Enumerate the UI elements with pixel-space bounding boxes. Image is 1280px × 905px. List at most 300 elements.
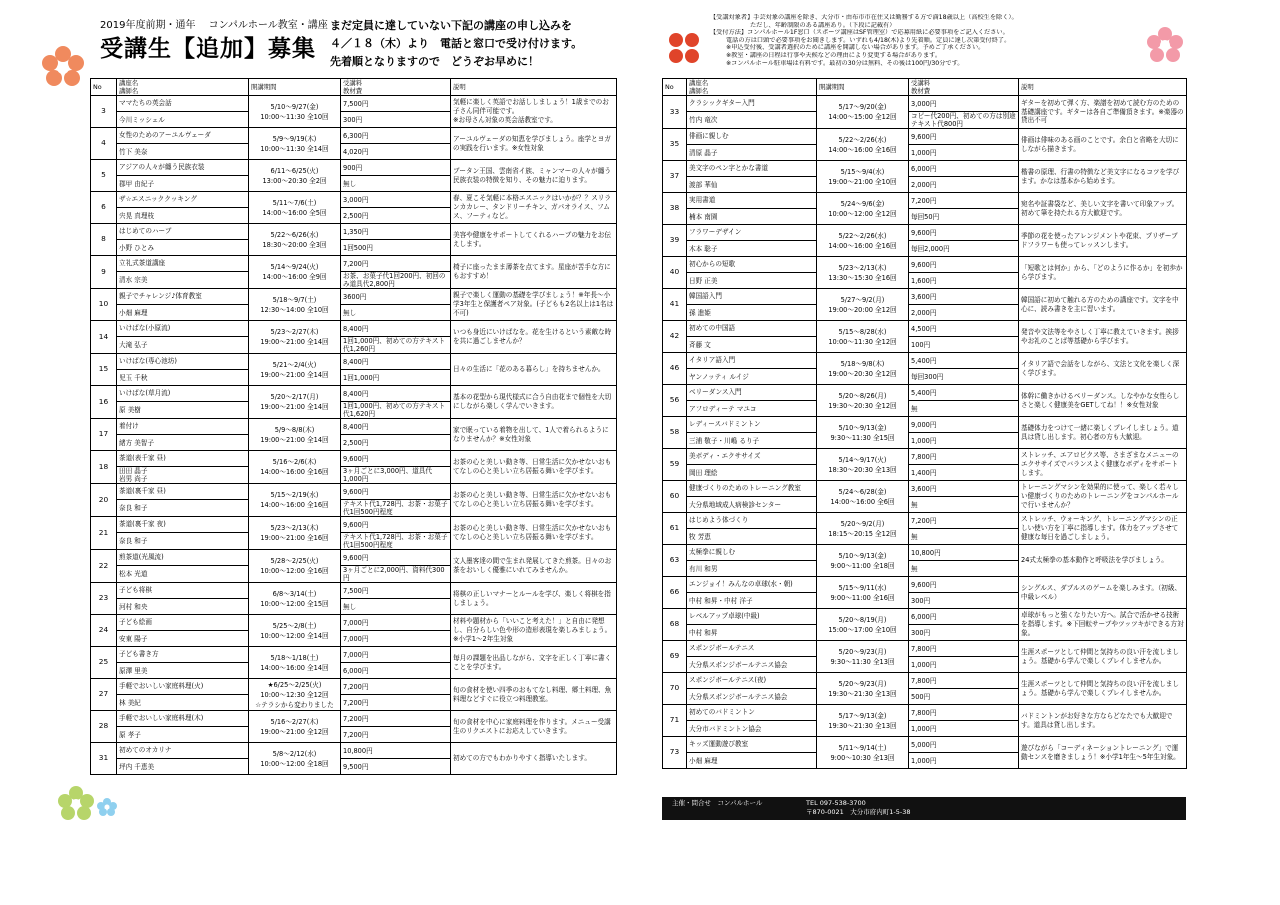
course-teacher: 緒方 美智子 [117,435,249,451]
course-teacher: 大分市バドミントン協会 [687,721,817,737]
course-fee: 10,800円 [341,743,451,759]
course-name: 美文字のペン字とかな書道 [687,161,817,177]
course-name: 初めての中国語 [687,321,817,337]
course-number: 38 [663,193,687,225]
course-teacher: 松本 光道 [117,566,249,583]
course-number: 14 [91,321,117,354]
course-fee: 7,000円 [341,615,451,631]
table-row [663,481,1187,497]
course-name: レベルアップ卓球(中級) [687,609,817,625]
course-description: 旬の食材を中心に家庭料理を作ります。メニュー受講生のリクエストにお応えしていきます。 [451,711,617,743]
course-name: ベリーダンス入門 [687,385,817,401]
flower-orange-icon [40,45,86,89]
col-no: No [663,79,687,96]
course-material-fee: 毎回300円 [909,369,1019,385]
course-period: 5/10～9/27(金) 10:00～11:30 全10回 [249,96,341,128]
course-name: スポンジボールテニス [687,641,817,657]
course-period: 5/28～2/25(火) 10:00～12:00 全16回 [249,550,341,583]
table-row [91,160,617,176]
table-row [663,161,1187,177]
course-material-fee: 7,200円 [341,727,451,743]
course-material-fee: 無し [341,176,451,192]
course-description: シングルス、ダブルスのゲームを楽しみます。（初級、中級レベル） [1019,577,1187,609]
course-material-fee: 無 [909,497,1019,513]
course-fee: 8,400円 [341,386,451,402]
course-number: 24 [91,615,117,647]
course-description: 初めての方でもわかりやすく指導いたします。 [451,743,617,775]
table-row [663,417,1187,433]
course-period: 5/20～9/2(月) 18:15～20:15 全12回 [817,513,909,545]
course-fee: 7,500円 [341,96,451,112]
course-teacher: 安東 陽子 [117,631,249,647]
course-name: エンジョイ！みんなの卓球(水・朝) [687,577,817,593]
course-teacher: 中村 和昇 [687,625,817,641]
course-fee: 10,800円 [909,545,1019,561]
course-name: 茶道(表千家 昼) [117,451,249,467]
course-fee: 3,600円 [909,289,1019,305]
course-fee: 8,400円 [341,419,451,435]
course-teacher: 大分県スポンジボールテニス協会 [687,689,817,705]
course-number: 42 [663,321,687,353]
course-number: 60 [663,481,687,513]
course-fee: 9,600円 [909,577,1019,593]
footer-label: 主催・問合せ コンパルホール [672,799,763,807]
course-period: 5/20～8/19(月) 15:00～17:00 全10回 [817,609,909,641]
course-description: ストレッチ、エアロビクス等、さまざまなメニューのエクササイズでバランスよく健康なボディをサポートします。 [1019,449,1187,481]
course-description: 文人墨客達の間で生まれ発展してきた煎茶。日々のお茶をおいしく優雅にいれてみませんか。 [451,550,617,583]
course-description: お茶の心と美しい動き等、日常生活に欠かせないおもてなしの心と美しい立ち居振る舞いを学びます。 [451,517,617,550]
col-period: 開講期間 [817,79,909,96]
course-description: 体幹に働きかけるベリーダンス。しなやかな女性らしさと楽しく健康美をGETしてね！！※女性対象 [1019,385,1187,417]
course-fee: 5,400円 [909,385,1019,401]
table-row [663,321,1187,337]
course-name: 初めてのバドミントン [687,705,817,721]
course-material-fee: 1回1,000円、初めての方テキスト代1,620円 [341,402,451,419]
course-material-fee: 7,200円 [341,695,451,711]
course-fee: 9,600円 [341,484,451,500]
course-name: レディースバドミントン [687,417,817,433]
course-material-fee: 2,500円 [341,208,451,224]
course-period: 5/20～9/23(月) 19:30～21:30 全13回 [817,673,909,705]
course-number: 9 [91,256,117,289]
course-fee: 8,400円 [341,354,451,370]
col-name: 講座名 講師名 [117,79,249,96]
course-period: 5/22～6/26(水) 18:30～20:00 全3回 [249,224,341,256]
info-line: ※コンパルホール駐車場は有料です。最初の30分は無料、その後は100円/30分です。 [726,59,964,67]
course-number: 37 [663,161,687,193]
info-line: 【受講対象者】手芸対象の講座を除き、大分市・由布市市在住又は勤務する方で満18歳以上（高校生を除く）。 [710,14,1018,21]
course-material-fee: 100円 [909,337,1019,353]
course-number: 68 [663,609,687,641]
course-period: 5/27～9/2(月) 19:00～20:00 全12回 [817,289,909,321]
course-description: ギターを初めて弾く方、楽譜を初めて読む方のための基礎講座です。ギターは各自ご準備頂きます。※楽器の貸出不可 [1019,96,1187,129]
course-description: 基礎体力をつけて一緒に楽しくプレイしましょう。道具は貸し出します。初心者の方も大歓迎。 [1019,417,1187,449]
table-row [91,451,617,467]
course-teacher: 坪内 千恵美 [117,759,249,775]
course-period: 5/11～9/14(土) 9:00～10:30 全13回 [817,737,909,769]
course-description: バドミントンがお好きな方ならどなたでも大歓迎です。道具は貸し出します。 [1019,705,1187,737]
course-teacher: アフロディーテ マユコ [687,401,817,417]
course-teacher: 清原 晶子 [687,145,817,161]
table-row [91,192,617,208]
table-header-row [663,79,1187,96]
course-name: はじめてのハーブ [117,224,249,240]
course-fee: 9,600円 [341,550,451,566]
course-fee: 7,000円 [341,647,451,663]
course-name: 手軽でおいしい家庭料理(木) [117,711,249,727]
course-material-fee: 7,000円 [341,631,451,647]
table-row [91,647,617,663]
course-period: 5/17～9/13(金) 19:30～21:30 全13回 [817,705,909,737]
course-material-fee: 300円 [909,593,1019,609]
course-name: イタリア語入門 [687,353,817,369]
flower-blue-icon [96,797,118,817]
course-name: 立礼式茶道講座 [117,256,249,272]
course-table-right [662,78,1187,769]
course-name: いけばな(小原流) [117,321,249,337]
footer-tel: TEL 097-538-3700 [806,799,866,807]
course-number: 73 [663,737,687,769]
course-description: 美容や健康をサポートしてくれるハーブの魅力をお伝えします。 [451,224,617,256]
course-teacher: 奈良 和子 [117,500,249,517]
course-fee: 3,000円 [909,96,1019,112]
course-material-fee: 3ヶ月ごとに3,000円、道具代1,000円 [341,467,451,484]
course-fee: 7,200円 [909,193,1019,209]
course-material-fee: 3ヶ月ごとに2,000円、資料代300円 [341,566,451,583]
course-material-fee: 1回1,000円、初めての方テキスト代1,260円 [341,337,451,354]
course-period: 6/11～6/25(火) 13:00～20:30 全2回 [249,160,341,192]
course-teacher: 今川ミッシェル [117,112,249,128]
course-material-fee: 2,000円 [909,177,1019,193]
col-name: 講座名 講師名 [687,79,817,96]
course-name: 手軽でおいしい家庭料理(火) [117,679,249,695]
course-material-fee: 無 [909,529,1019,545]
course-teacher: 木本 聡子 [687,241,817,257]
course-fee: 6,300円 [341,128,451,144]
course-teacher: 奈良 和子 [117,533,249,550]
course-name: 健康づくりのためのトレーニング教室 [687,481,817,497]
table-row [91,256,617,272]
course-material-fee: 2,500円 [341,435,451,451]
course-number: 10 [91,289,117,321]
course-name: 子ども書き方 [117,647,249,663]
course-fee: 9,600円 [341,517,451,533]
table-row [91,711,617,727]
course-number: 63 [663,545,687,577]
course-teacher: 原澤 里美 [117,663,249,679]
course-period: 5/17～9/20(金) 14:00～15:00 全12回 [817,96,909,129]
flower-green-icon [58,786,94,820]
course-fee: 4,500円 [909,321,1019,337]
course-material-fee: 1,000円 [909,721,1019,737]
course-fee: 7,500円 [341,583,451,599]
course-period: 5/23～2/13(木) 19:00～21:00 全16回 [249,517,341,550]
table-row [91,354,617,370]
table-row [663,673,1187,689]
course-fee: 7,200円 [341,679,451,695]
course-period: 5/23～2/13(木) 13:30～15:30 全16回 [817,257,909,289]
flower-red-icon [667,32,701,64]
col-desc: 説明 [451,79,617,96]
course-description: お茶の心と美しい動き等、日常生活に欠かせないおもてなしの心と美しい立ち居振る舞いを学びます。 [451,484,617,517]
course-material-fee: 300円 [909,625,1019,641]
course-material-fee: 無し [341,599,451,615]
course-name: アジアの人々が纏う民族衣装 [117,160,249,176]
course-description: 旬の食材を使い四季のおもてなし料理、郷土料理、魚料理などすぐに役立つ料理教室。 [451,679,617,711]
course-teacher: 楠本 南園 [687,209,817,225]
course-number: 56 [663,385,687,417]
table-row [663,225,1187,241]
course-period: 5/9～9/19(木) 10:00～11:30 全14回 [249,128,341,160]
course-number: 20 [91,484,117,517]
course-number: 58 [663,417,687,449]
course-teacher: 田田 晶子 岩男 尚子 [117,467,249,484]
course-period: 5/14～9/24(火) 14:00～16:00 全9回 [249,256,341,289]
info-line: 電話の方は口頭で必要事項をお聞きします。いずれも4/18(木)より先着順。定員に達し次第受付終了。 [726,36,1011,44]
course-period: ★6/25～2/25(火) 10:00～12:30 全12回 ☆テラシから変わりました [249,679,341,711]
course-material-fee: 無 [909,401,1019,417]
course-name: いけばな(専心池坊) [117,354,249,370]
course-description: 毎月の課題を出品しながら、文字を正しく丁寧に書くことを学びます。 [451,647,617,679]
course-teacher: 中村 和昇・中村 洋子 [687,593,817,609]
course-description: 季節の花を使ったアレンジメントや花束、プリザーブドフラワーも使ってレッスンします。 [1019,225,1187,257]
course-name: 着付け [117,419,249,435]
course-material-fee: 無 [909,561,1019,577]
course-material-fee: コピー代200円、初めての方は別途テキスト代800円 [909,112,1019,129]
course-name: いけばな(草月流) [117,386,249,402]
table-row [91,583,617,599]
notice-line: ４／１８（木）より 電話と窓口で受け付けます。 [330,37,583,50]
course-description: イタリア語で会話をしながら、文法と文化を楽しく深く学びます。 [1019,353,1187,385]
course-fee: 9,600円 [909,257,1019,273]
course-teacher: 林 美紀 [117,695,249,711]
notice-line: 先着順となりますので どうぞお早めに！ [330,55,539,68]
course-name: 茶道(裏千家 昼) [117,484,249,500]
table-row [663,289,1187,305]
course-name: 韓国語入門 [687,289,817,305]
course-teacher: 大分県地域成人病検診センター [687,497,817,513]
course-name: 初めてのオカリナ [117,743,249,759]
table-row [663,449,1187,465]
flower-pink-icon [1145,26,1185,64]
course-description: 日々の生活に「花のある暮らし」を持ちませんか。 [451,354,617,386]
course-fee: 900円 [341,160,451,176]
col-no: No [91,79,117,96]
course-teacher: 竹下 美奈 [117,144,249,160]
table-row [91,550,617,566]
course-fee: 7,800円 [909,673,1019,689]
course-number: 33 [663,96,687,129]
table-row [663,385,1187,401]
course-fee: 7,800円 [909,641,1019,657]
course-period: 5/23～2/27(木) 19:00～21:00 全14回 [249,321,341,354]
course-description: 発音や文法等をやさしく丁寧に教えていきます。挨拶やお礼のことば等基礎から学びます。 [1019,321,1187,353]
course-teacher: 牧 芳恵 [687,529,817,545]
course-description: ストレッチ、ウォーキング、トレーニングマシンの正しい使い方を丁寧に指導します。体力をアップさせて健康な毎日を過ごしましょう。 [1019,513,1187,545]
course-teacher: 有川 和男 [687,561,817,577]
course-name: 子ども絵画 [117,615,249,631]
course-name: 実用書道 [687,193,817,209]
course-description: ブータン王国、雲南省イ族、ミャンマーの人々が纏う民族衣装の特徴を知り、その魅力に迫ります。 [451,160,617,192]
table-row [91,615,617,631]
course-fee: 7,200円 [341,711,451,727]
course-number: 16 [91,386,117,419]
course-fee: 8,400円 [341,321,451,337]
course-description: 材料や題材から「いいこと考えた！」と自由に発想し、自分らしい色や形の造形表現を楽しみましょう。※小学1～2年生対象 [451,615,617,647]
course-description: 春、夏こそ気軽に本格エスニックはいかが？？スリランカカレー、タンドリーチキン、ガパオライス、フムス、フーティなど。 [451,192,617,224]
course-period: 5/24～6/28(金) 14:00～16:00 全6回 [817,481,909,513]
table-row [91,743,617,759]
course-name: 茶道(裏千家 夜) [117,517,249,533]
page-title: 受講生【追加】募集 [100,36,316,62]
course-material-fee: お茶、お菓子代1回200円、初回のみ道具代2,800円 [341,272,451,289]
course-number: 61 [663,513,687,545]
course-description: 24式太極拳の基本動作と呼吸法を学びましょう。 [1019,545,1187,577]
table-row [91,679,617,695]
col-desc: 説明 [1019,79,1187,96]
course-name: クラシックギター入門 [687,96,817,112]
table-row [91,386,617,402]
course-description: アーユルヴェーダの知恵を学びましょう。座学とヨガの実践を行います。※女性対象 [451,128,617,160]
course-period: 5/11～7/6(土) 14:00～16:00 全5回 [249,192,341,224]
course-number: 31 [91,743,117,775]
course-number: 17 [91,419,117,451]
course-period: 5/14～9/17(火) 18:30～20:30 全13回 [817,449,909,481]
table-row [663,257,1187,273]
course-teacher: 三浦 敬子・川嶋 るり子 [687,433,817,449]
course-teacher: 郡甲 由紀子 [117,176,249,192]
course-description: 親子で楽しく運動の基礎を学びましょう！※年長～小学3年生と保護者ペア対象。(子どもも2名以上は1名は不可) [451,289,617,321]
course-description: お茶の心と美しい動き等、日常生活に欠かせないおもてなしの心と美しい立ち居振る舞いを学びます。 [451,451,617,484]
course-fee: 5,000円 [909,737,1019,753]
course-number: 4 [91,128,117,160]
table-row [663,705,1187,721]
course-description: 家で眠っている着物を出して、1人で着られるようになりませんか？※女性対象 [451,419,617,451]
info-line: ※申込受付後、受講者選択のために講座を開講しない場合があります。予めご了承ください。 [726,44,985,52]
course-material-fee: 1,400円 [909,465,1019,481]
course-number: 6 [91,192,117,224]
course-teacher: 原 孝子 [117,727,249,743]
course-material-fee: 1,600円 [909,273,1019,289]
course-number: 5 [91,160,117,192]
table-row [663,513,1187,529]
course-number: 39 [663,225,687,257]
info-line: ※教室・講座の日程は行事や天候などの理由により変更する場合があります。 [726,51,942,59]
course-teacher: 清水 宗美 [117,272,249,289]
course-period: 5/16～2/27(木) 19:00～21:00 全12回 [249,711,341,743]
course-name: 初心からの短歌 [687,257,817,273]
course-description: 卓球がもっと強くなりたい方へ。試合で活かせる技術を指導します。※下回転サーブやツッツキができる方対象。 [1019,609,1187,641]
course-fee: 3,600円 [909,481,1019,497]
course-period: 5/15～9/4(水) 19:00～21:00 全10回 [817,161,909,193]
course-number: 23 [91,583,117,615]
course-number: 25 [91,647,117,679]
course-number: 41 [663,289,687,321]
course-teacher: 小畑 麻理 [687,753,817,769]
footer-address: 〒870-0021 大分市府内町1-5-38 [806,808,911,816]
course-material-fee: 1回500円 [341,240,451,256]
table-row [663,609,1187,625]
course-fee: 9,000円 [909,417,1019,433]
course-teacher: 大滝 弘子 [117,337,249,354]
course-period: 5/22～2/26(水) 14:00～16:00 全16回 [817,225,909,257]
course-material-fee: 1,000円 [909,657,1019,673]
course-name: キッズ運動遊び教室 [687,737,817,753]
table-row [663,577,1187,593]
course-fee: 9,600円 [909,129,1019,145]
table-row [91,128,617,144]
course-material-fee: 1,000円 [909,753,1019,769]
course-period: 6/8～3/14(土) 10:00～12:00 全15回 [249,583,341,615]
col-fee: 受講料 教材費 [341,79,451,96]
course-fee: 7,200円 [909,513,1019,529]
course-material-fee: 9,500円 [341,759,451,775]
course-teacher: 河村 和央 [117,599,249,615]
course-period: 5/22～2/26(水) 14:00～16:00 全16回 [817,129,909,161]
course-description: 韓国語に初めて触れる方のための講座です。文字を中心に、読み書きを主に習います。 [1019,289,1187,321]
table-row [663,193,1187,209]
course-description: 「短歌とは何か」から、「どのように作るか」を初歩から学びます。 [1019,257,1187,289]
course-name: 女性のためのアーユルヴェーダ [117,128,249,144]
course-teacher: 原 美樹 [117,402,249,419]
course-number: 40 [663,257,687,289]
course-teacher: 竹内 竜次 [687,112,817,129]
course-teacher: 大分県スポンジボールテニス協会 [687,657,817,673]
course-table-left [90,78,617,775]
course-description: トレーニングマシンを効果的に使って、楽しく若々しい健康づくりのためのトレーニングをコンパルホールで行いませんか？ [1019,481,1187,513]
notice-block [330,17,582,71]
course-period: 5/20～2/17(月) 19:00～21:00 全14回 [249,386,341,419]
course-material-fee: 2,000円 [909,305,1019,321]
course-material-fee: テキスト代1,728円、お茶・お菓子代1回500円程度 [341,533,451,550]
table-row [663,641,1187,657]
course-fee: 3600円 [341,289,451,305]
table-row [663,353,1187,369]
course-period: 5/18～1/18(土) 14:00～16:00 全14回 [249,647,341,679]
course-name: 俳画に親しむ [687,129,817,145]
course-period: 5/16～2/6(木) 14:00～16:00 全16回 [249,451,341,484]
course-description: 生涯スポーツとして仲間と気持ちの良い汗を流しましょう。基礎から学んで楽しくプレイしませんか。 [1019,641,1187,673]
course-fee: 7,800円 [909,449,1019,465]
course-teacher: 斉藤 文 [687,337,817,353]
course-period: 5/15～9/11(水) 9:00～11:00 全16回 [817,577,909,609]
course-name: フラワーデザイン [687,225,817,241]
table-row [91,517,617,533]
course-material-fee: 1,000円 [909,433,1019,449]
col-fee: 受講料 教材費 [909,79,1019,96]
course-number: 18 [91,451,117,484]
table-row [663,96,1187,112]
course-number: 28 [91,711,117,743]
course-fee: 6,000円 [909,609,1019,625]
table-row [91,289,617,305]
course-name: 美ボディ・エクササイズ [687,449,817,465]
course-material-fee: 4,020円 [341,144,451,160]
application-info [710,14,1040,67]
table-row [663,545,1187,561]
course-fee: 5,400円 [909,353,1019,369]
course-teacher: 小野 ひとみ [117,240,249,256]
course-period: 5/24～9/6(金) 10:00～12:00 全12回 [817,193,909,225]
course-number: 69 [663,641,687,673]
course-description: 椅子に座ったまま薄茶を点てます。星座が苦手な方にもおすすめ！ [451,256,617,289]
course-period: 5/10～9/13(金) 9:00～11:00 全18回 [817,545,909,577]
course-teacher: 岡田 理絵 [687,465,817,481]
course-name: ママたちの英会話 [117,96,249,112]
course-name: 親子でチャレンジ♪体育教室 [117,289,249,305]
table-header-row [91,79,617,96]
course-fee: 1,350円 [341,224,451,240]
